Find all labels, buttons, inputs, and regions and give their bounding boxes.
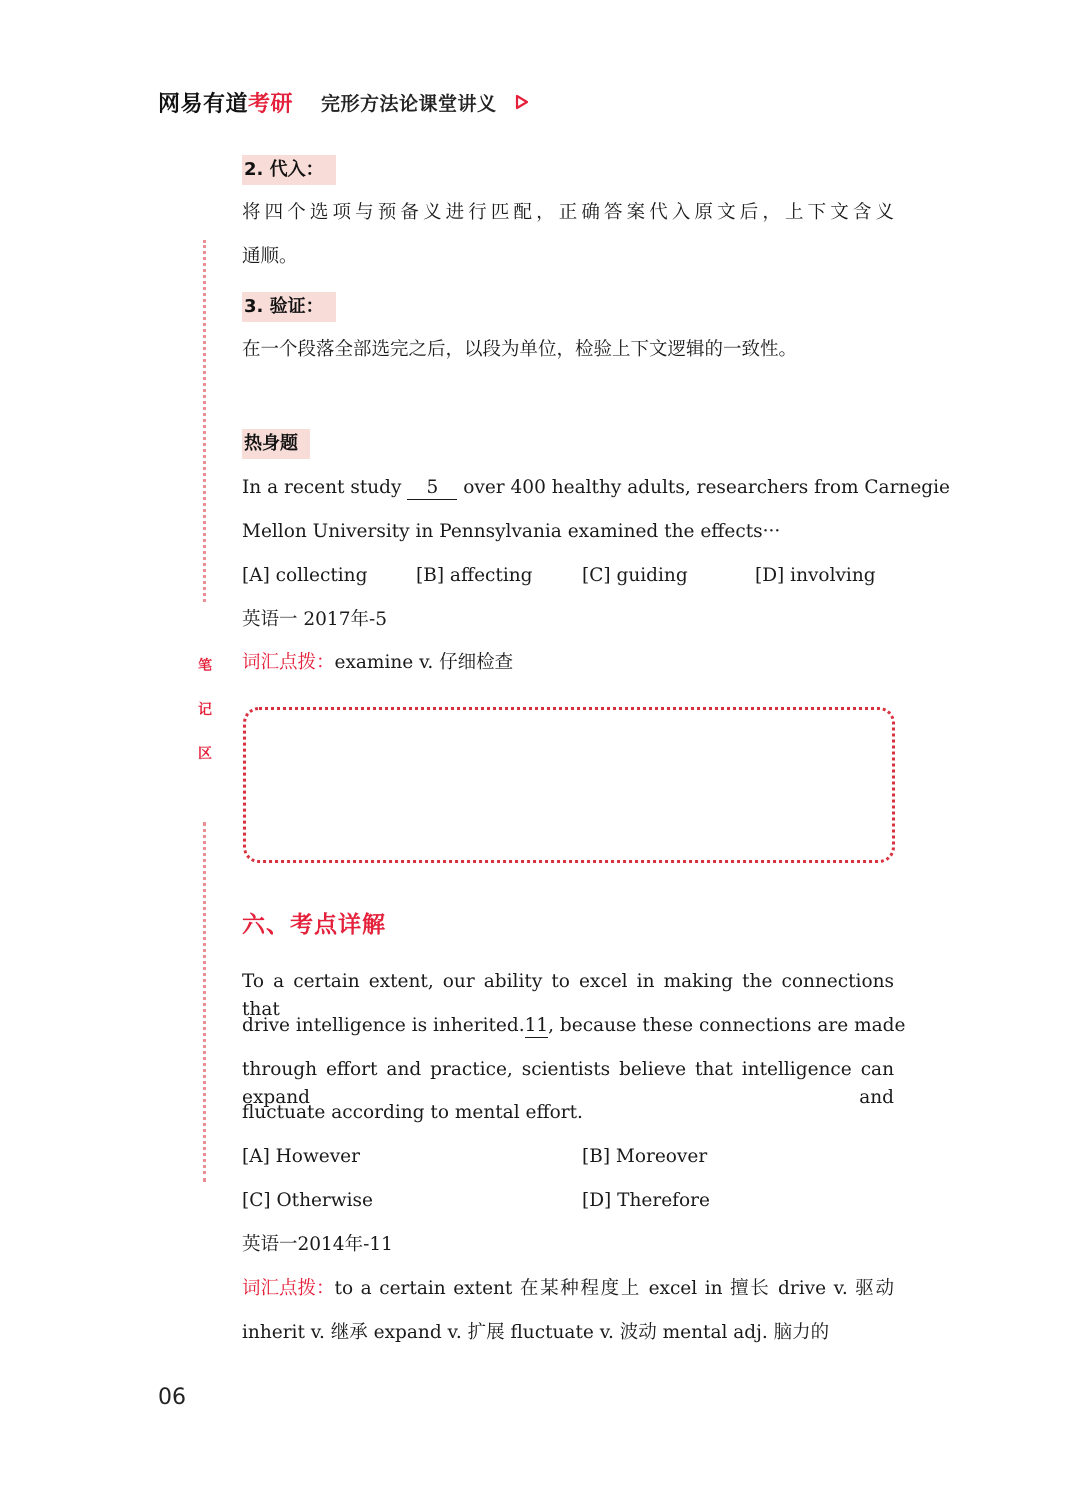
- passage-line-3: through effort and practice, scientists believe that intelligence can expand and: [242, 1059, 894, 1108]
- warmup-option-d: [D] involving: [755, 565, 876, 586]
- section-source: 英语一2014年-11: [242, 1234, 393, 1255]
- passage-blank: 11: [524, 1015, 549, 1036]
- brand-accent: 考研: [248, 91, 294, 117]
- page-number: 06: [158, 1385, 186, 1410]
- section-vocab-text-1: to a certain extent 在某种程度上 excel in 擅长 drive v. 驱动: [334, 1278, 894, 1299]
- page-header: [158, 86, 529, 118]
- warmup-option-a: [A] collecting: [242, 565, 368, 586]
- section-option-c: [C] Otherwise: [242, 1190, 373, 1211]
- warmup-vocab-text: examine v. 仔细检查: [334, 652, 514, 673]
- warmup-option-c: [C] guiding: [582, 565, 688, 586]
- passage-text-after: , because these connections are made: [548, 1015, 906, 1036]
- warmup-heading: 热身题: [242, 429, 310, 459]
- play-triangle-icon: [515, 94, 529, 110]
- handout-title: 完形方法论课堂讲义: [321, 92, 497, 115]
- warmup-sentence-line-2: Mellon University in Pennsylvania examined the effects···: [242, 521, 781, 542]
- section-vocab-line-1: [242, 1275, 894, 1303]
- warmup-vocab: [242, 649, 894, 677]
- warmup-vocab-label: 词汇点拨：: [242, 652, 335, 673]
- step-2-text-line-2: 通顺。: [242, 246, 298, 267]
- step-2-text-line-1: 将四个选项与预备义进行匹配，正确答案代入原文后，上下文含义: [242, 202, 894, 223]
- section-vocab-label: 词汇点拨：: [242, 1278, 335, 1299]
- warmup-text-after: over 400 healthy adults, researchers from Carnegie: [463, 477, 951, 498]
- notes-label-3: 区: [198, 746, 212, 762]
- passage-text-before: drive intelligence is inherited.: [242, 1015, 525, 1036]
- section-option-a: [A] However: [242, 1146, 360, 1167]
- warmup-source: 英语一 2017年-5: [242, 609, 387, 630]
- step-3-heading: 3. 验证：: [242, 292, 336, 322]
- passage-line-1: To a certain extent, our ability to excel in making the connections that: [242, 971, 894, 1020]
- brand-name: 网易有道: [158, 91, 249, 117]
- notes-rail-bottom: [203, 822, 206, 1182]
- notes-label-2: 记: [198, 702, 212, 718]
- notes-box[interactable]: [243, 707, 895, 863]
- step-3-text: 在一个段落全部选完之后，以段为单位，检验上下文逻辑的一致性。: [242, 339, 798, 360]
- passage-line-4: fluctuate according to mental effort.: [242, 1102, 583, 1123]
- passage-line-2: [242, 1012, 906, 1040]
- warmup-sentence-line-1: [242, 474, 951, 502]
- notes-rail-top: [203, 240, 206, 602]
- section-option-d: [D] Therefore: [582, 1190, 710, 1211]
- notes-label-1: 笔: [198, 658, 212, 674]
- section-vocab-line-2: inherit v. 继承 expand v. 扩展 fluctuate v. 波动 mental adj. 脑力的: [242, 1322, 830, 1343]
- step-2-heading: 2. 代入：: [242, 155, 336, 185]
- warmup-option-b: [B] affecting: [416, 565, 533, 586]
- section-option-b: [B] Moreover: [582, 1146, 708, 1167]
- warmup-text-before: In a recent study: [242, 477, 402, 498]
- warmup-blank: 5: [407, 477, 457, 500]
- section-title: 六、考点详解: [242, 912, 386, 938]
